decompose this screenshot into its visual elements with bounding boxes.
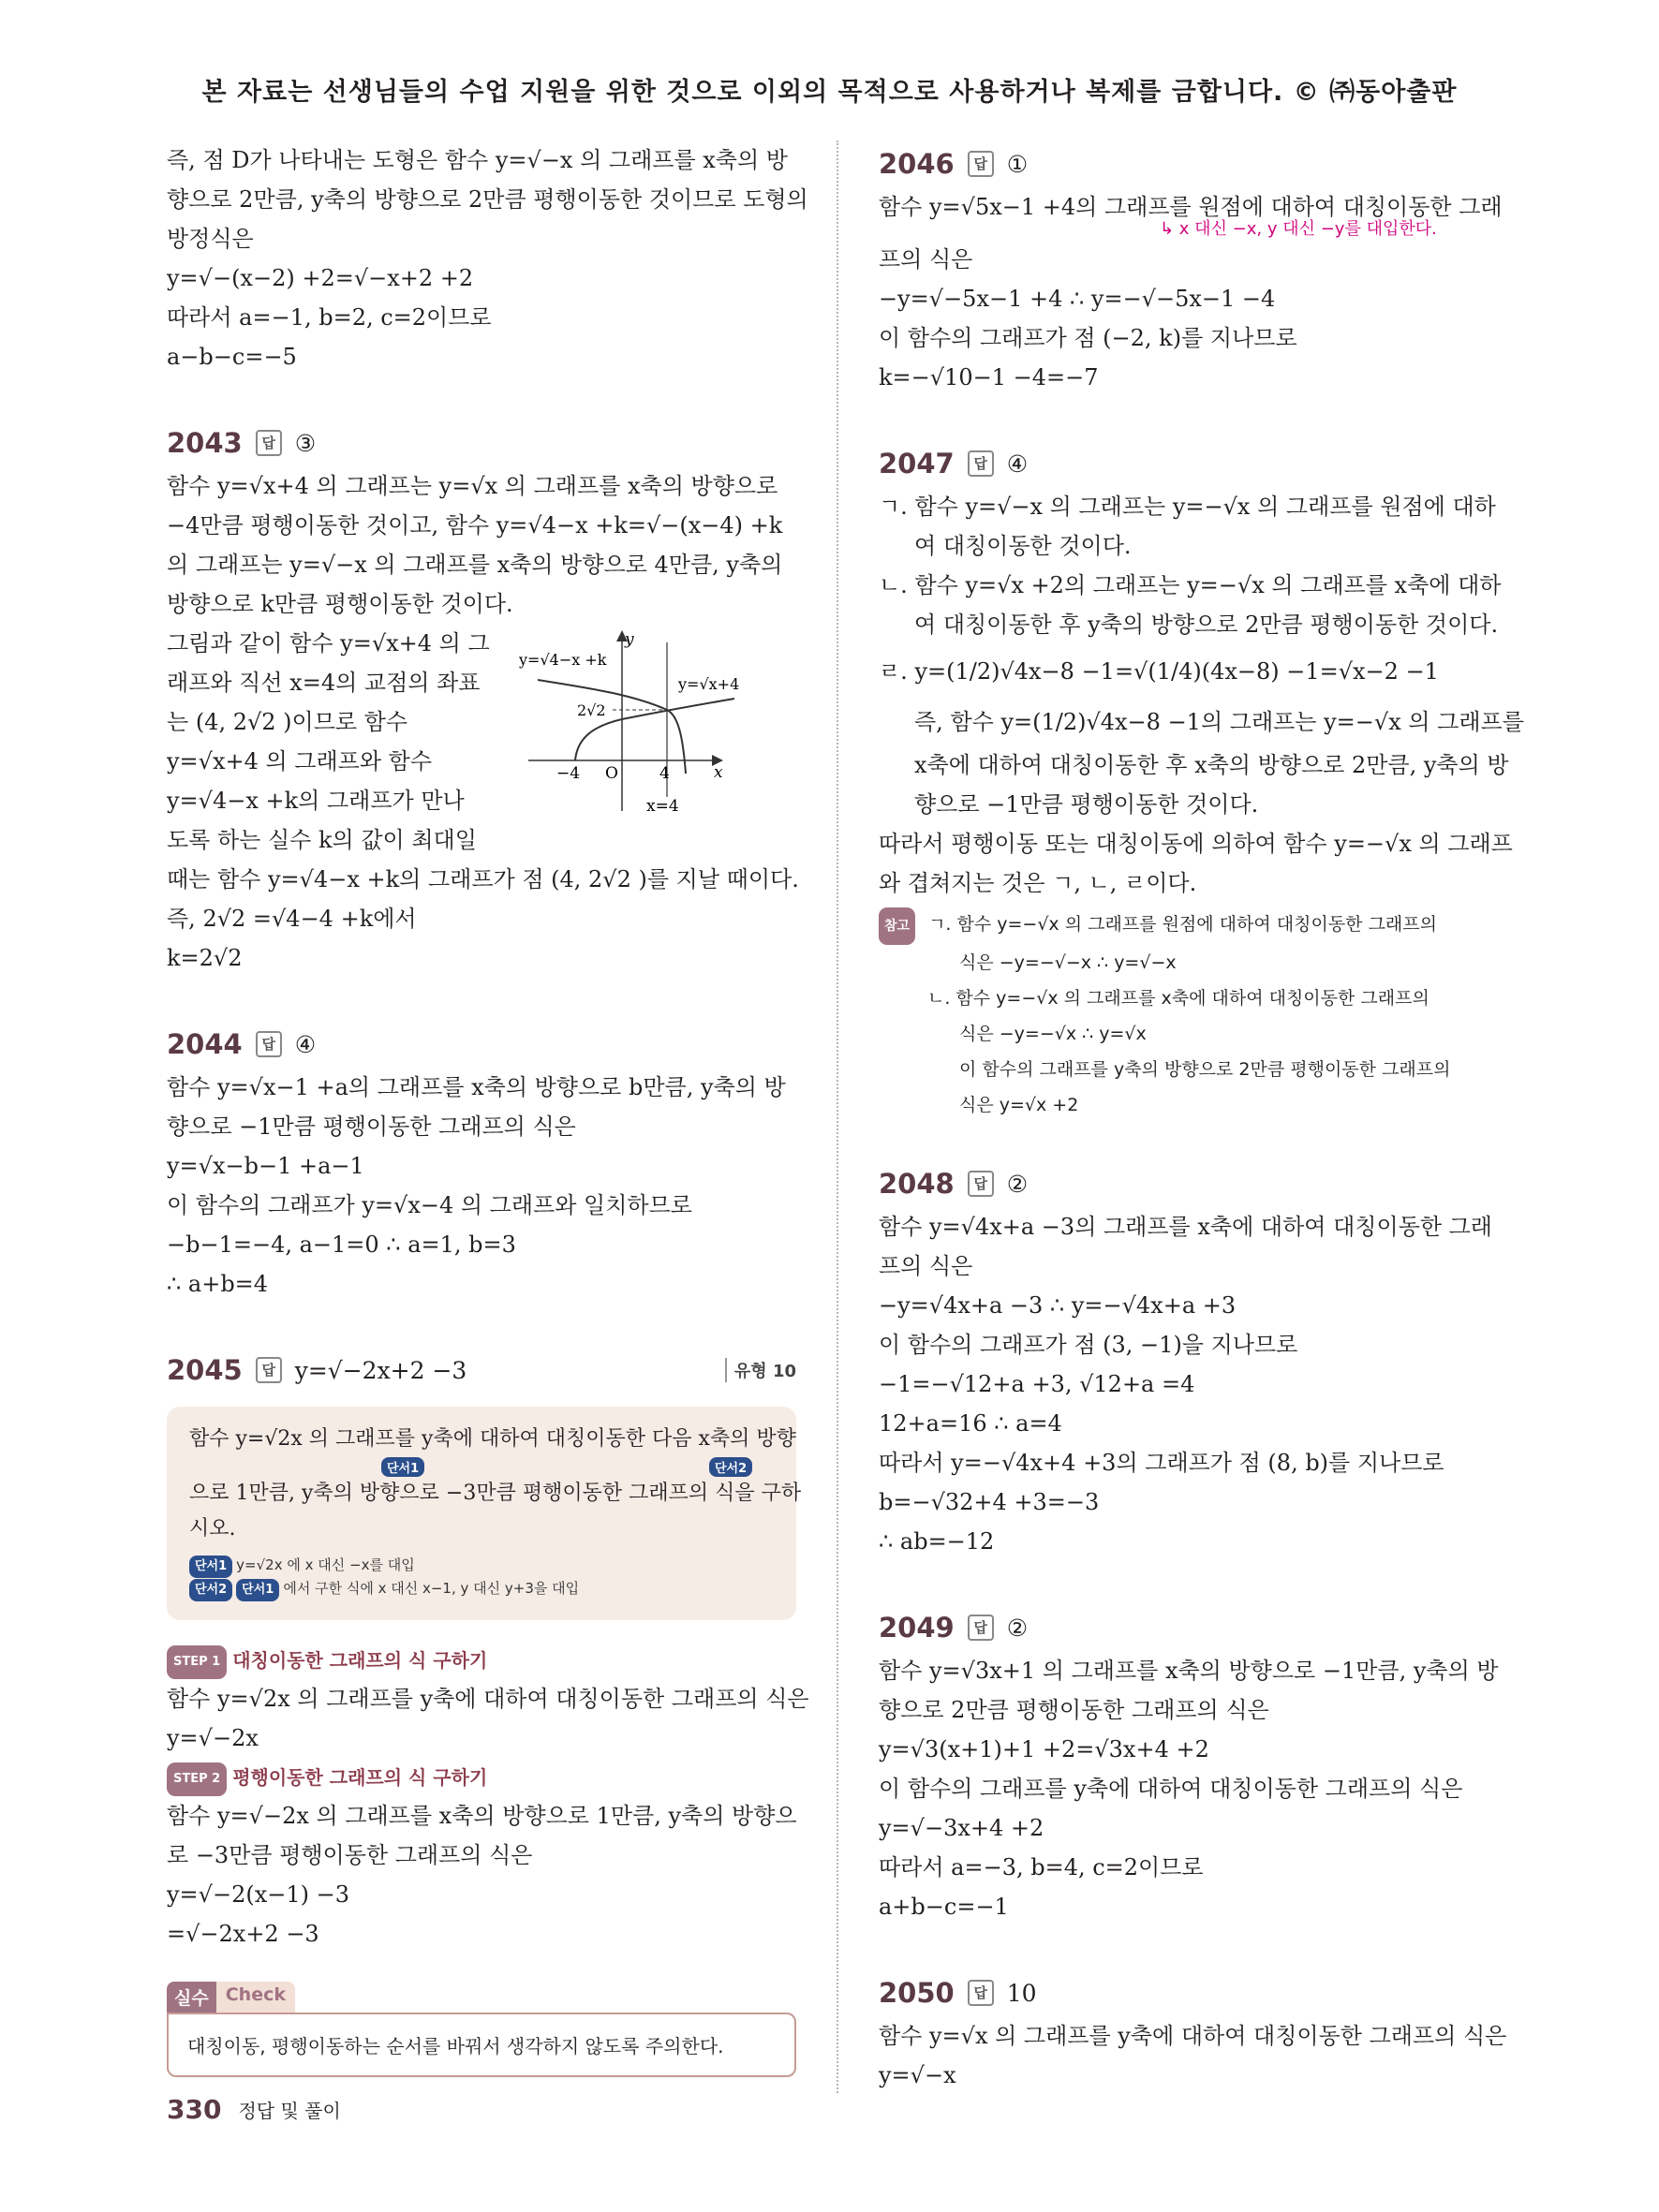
text-line: 시오. bbox=[189, 1517, 236, 1541]
text-line: 함수 y=√x 의 그래프를 y축에 대하여 대칭이동한 그래프의 식은 bbox=[879, 2023, 1507, 2049]
text-line: y=√x−b−1 +a−1 bbox=[167, 1153, 364, 1179]
y-axis-label: y bbox=[625, 630, 634, 649]
text-line: 함수 y=√4x+a −3의 그래프를 x축에 대하여 대칭이동한 그래 bbox=[879, 1214, 1492, 1240]
text-line: ㄹ. y=(1/2)√4x−8 −1=√(1/4)(4x−8) −1=√x−2 −1 bbox=[879, 658, 1439, 685]
copyright-notice: 본 자료는 선생님들의 수업 지원을 위한 것으로 이외의 목적으로 사용하거나 복제를 금합니다. © ㈜동아출판 bbox=[201, 78, 1458, 107]
step1-heading bbox=[167, 1644, 796, 1679]
text-line: 향으로 2만큼 평행이동한 그래프의 식은 bbox=[879, 1697, 1269, 1723]
answer-icon: 답 bbox=[256, 1031, 282, 1057]
text-line: 이 함수의 그래프가 점 (−2, k)를 지나므로 bbox=[879, 325, 1297, 351]
vline-label: x=4 bbox=[646, 797, 679, 816]
problem-header-2044 bbox=[167, 1021, 796, 1068]
text-line: 즉, 함수 y=(1/2)√4x−8 −1의 그래프는 y=−√x 의 그래프를 bbox=[914, 709, 1524, 735]
step2-pill: STEP 2 bbox=[167, 1762, 227, 1796]
clue1-text: y=√2x 에 x 대신 −x를 대입 bbox=[236, 1556, 415, 1573]
footer-label: 정답 및 풀이 bbox=[238, 2100, 341, 2122]
reference-note bbox=[879, 907, 1512, 1123]
text-line: 함수 y=√2x 의 그래프를 y축에 대하여 대칭이동한 다음 x축의 방향 bbox=[189, 1427, 796, 1451]
column-divider bbox=[837, 140, 838, 2093]
note-line: 식은 −y=−√−x ∴ y=√−x bbox=[959, 952, 1177, 973]
answer-icon: 답 bbox=[256, 430, 282, 456]
step1-title: 대칭이동한 그래프의 식 구하기 bbox=[232, 1649, 488, 1672]
graph-section bbox=[167, 624, 796, 860]
problem-number: 2050 bbox=[879, 1977, 955, 2009]
check-tab bbox=[167, 1982, 295, 2013]
page-number: 330 bbox=[167, 2094, 222, 2125]
answer-value: ② bbox=[1006, 1614, 1029, 1642]
answer-icon: 답 bbox=[968, 1171, 994, 1197]
page-footer bbox=[167, 2094, 341, 2125]
problem-number: 2045 bbox=[167, 1354, 243, 1386]
text-line: 함수 y=√3x+1 의 그래프를 x축의 방향으로 −1만큼, y축의 방 bbox=[879, 1658, 1499, 1684]
text-line: 향으로 −1만큼 평행이동한 그래프의 식은 bbox=[167, 1113, 576, 1140]
problem-header-2047 bbox=[879, 440, 1512, 487]
answer-value: y=√−2x+2 −3 bbox=[294, 1356, 467, 1384]
problem-box bbox=[167, 1407, 802, 1620]
text-line: y=√−3x+4 +2 bbox=[879, 1815, 1044, 1841]
clue2-text: 에서 구한 식에 x 대신 x−1, y 대신 y+3을 대입 bbox=[283, 1580, 580, 1597]
text-line: k=−√10−1 −4=−7 bbox=[879, 364, 1099, 391]
type-tag: 유형 10 bbox=[725, 1358, 796, 1382]
curve-sqrt-4-minus-x-plus-k bbox=[538, 680, 686, 774]
note-line: ㄴ. 함수 y=−√x 의 그래프를 x축에 대하여 대칭이동한 그래프의 bbox=[927, 988, 1429, 1009]
check-tab-title: Check bbox=[216, 1982, 295, 2013]
level-label: 2√2 bbox=[577, 701, 606, 719]
clue-markers bbox=[189, 1457, 774, 1476]
text-line: ㄱ. 함수 y=√−x 의 그래프는 y=−√x 의 그래프를 원점에 대하 bbox=[879, 494, 1496, 520]
text-line: 즉, 점 D가 나타내는 도형은 함수 y=√−x 의 그래프를 x축의 방 bbox=[167, 147, 788, 173]
note-line: 식은 −y=−√x ∴ y=√x bbox=[959, 1024, 1147, 1044]
curve-left-label: y=√4−x +k bbox=[519, 651, 607, 669]
answer-icon: 답 bbox=[968, 1980, 994, 2006]
right-column bbox=[879, 140, 1524, 2095]
text-line: 따라서 평행이동 또는 대칭이동에 의하여 함수 y=−√x 의 그래프 bbox=[879, 831, 1513, 857]
text-line: 함수 y=√2x 의 그래프를 y축에 대하여 대칭이동한 그래프의 식은 bbox=[167, 1686, 809, 1712]
problem-header-2043 bbox=[167, 420, 796, 466]
step2-heading bbox=[167, 1762, 796, 1796]
text-line: y=√−x bbox=[879, 2062, 956, 2088]
text-line: 따라서 a=−3, b=4, c=2이므로 bbox=[879, 1854, 1204, 1880]
text-line: 향으로 2만큼, y축의 방향으로 2만큼 평행이동한 것이므로 도형의 bbox=[167, 186, 808, 213]
tick-neg4: −4 bbox=[556, 764, 581, 783]
text-line: 으로 1만큼, y축의 방향으로 −3만큼 평행이동한 그래프의 식을 구하 bbox=[189, 1482, 802, 1505]
clue2-chip: 단서2 bbox=[189, 1579, 232, 1601]
step2-title: 평행이동한 그래프의 식 구하기 bbox=[232, 1766, 488, 1789]
text-line: 함수 y=√x−1 +a의 그래프를 x축의 방향으로 b만큼, y축의 방 bbox=[167, 1074, 786, 1100]
text-line: 이 함수의 그래프가 점 (3, −1)을 지나므로 bbox=[879, 1332, 1298, 1358]
text-line: =√−2x+2 −3 bbox=[167, 1921, 319, 1947]
text-line: y=√4−x +k의 그래프가 만나 bbox=[167, 788, 465, 814]
left-column bbox=[167, 140, 809, 2077]
text-line: ∴ a+b=4 bbox=[167, 1271, 269, 1297]
answer-icon: 답 bbox=[968, 1615, 994, 1641]
text-line: x축에 대하여 대칭이동한 후 x축의 방향으로 2만큼, y축의 방 bbox=[914, 752, 1509, 778]
substitution-note: ↳ x 대신 −x, y 대신 −y를 대입한다. bbox=[1160, 219, 1437, 239]
text-line: 방향으로 k만큼 평행이동한 것이다. bbox=[167, 591, 513, 617]
text-line: y=√3(x+1)+1 +2=√3x+4 +2 bbox=[879, 1736, 1209, 1762]
clue1-marker: 단서1 bbox=[381, 1457, 424, 1477]
answer-value: ④ bbox=[294, 1030, 317, 1058]
text-line: 이 함수의 그래프를 y축에 대하여 대칭이동한 그래프의 식은 bbox=[879, 1776, 1463, 1802]
text-line: 의 그래프는 y=√−x 의 그래프를 x축의 방향으로 4만큼, y축의 bbox=[167, 552, 783, 578]
clue2-marker: 단서2 bbox=[709, 1457, 752, 1477]
check-box bbox=[167, 2013, 796, 2077]
problem-number: 2044 bbox=[167, 1028, 243, 1060]
tick-4: 4 bbox=[659, 764, 670, 783]
problem-header-2049 bbox=[879, 1604, 1512, 1651]
answer-value: ④ bbox=[1006, 450, 1029, 478]
text-line: 여 대칭이동한 것이다. bbox=[914, 533, 1132, 559]
sqrt-function-graph bbox=[519, 624, 800, 820]
text-line: −y=√4x+a −3 ∴ y=−√4x+a +3 bbox=[879, 1292, 1237, 1319]
clue2-hint bbox=[189, 1578, 774, 1601]
clue1-ref-chip: 단서1 bbox=[236, 1579, 279, 1601]
text-line: 방정식은 bbox=[167, 226, 254, 252]
text-line: 여 대칭이동한 후 y축의 방향으로 2만큼 평행이동한 것이다. bbox=[914, 612, 1499, 638]
text-line: k=2√2 bbox=[167, 945, 243, 971]
problem-header-2046 bbox=[879, 140, 1512, 187]
text-line: 로 −3만큼 평행이동한 그래프의 식은 bbox=[167, 1842, 533, 1868]
text-line: y=√−2x bbox=[167, 1725, 259, 1751]
text-line: −b−1=−4, a−1=0 ∴ a=1, b=3 bbox=[167, 1231, 516, 1258]
step1-pill: STEP 1 bbox=[167, 1645, 227, 1679]
note-line: 식은 y=√x +2 bbox=[959, 1095, 1079, 1115]
curve-right-label: y=√x+4 bbox=[678, 675, 740, 693]
text-line: 12+a=16 ∴ a=4 bbox=[879, 1410, 1062, 1437]
problem-header-2045 bbox=[167, 1347, 796, 1394]
text-line: 함수 y=√5x−1 +4의 그래프를 원점에 대하여 대칭이동한 그래 bbox=[879, 194, 1503, 220]
intro-solution bbox=[167, 140, 808, 376]
origin-label: O bbox=[605, 764, 618, 783]
text-line: ∴ ab=−12 bbox=[879, 1528, 995, 1555]
x-axis-label: x bbox=[714, 763, 723, 782]
problem-number: 2046 bbox=[879, 148, 955, 180]
answer-value: ① bbox=[1006, 150, 1029, 178]
text-line: 와 겹쳐지는 것은 ㄱ, ㄴ, ㄹ이다. bbox=[879, 870, 1197, 896]
text-line: 도록 하는 실수 k의 값이 최대일 bbox=[167, 827, 477, 853]
text-line: −y=√−5x−1 +4 ∴ y=−√−5x−1 −4 bbox=[879, 286, 1276, 312]
text-line: b=−√32+4 +3=−3 bbox=[879, 1489, 1100, 1515]
answer-value: ② bbox=[1006, 1170, 1029, 1198]
text-line: 그림과 같이 함수 y=√x+4 의 그 bbox=[167, 630, 490, 656]
text-line: 함수 y=√−2x 의 그래프를 x축의 방향으로 1만큼, y축의 방향으 bbox=[167, 1803, 797, 1829]
text-line: a−b−c=−5 bbox=[167, 344, 297, 370]
text-line: 즉, 2√2 =√4−4 +k에서 bbox=[167, 906, 417, 932]
note-badge: 참고 bbox=[879, 907, 915, 945]
text-line: 때는 함수 y=√4−x +k의 그래프가 점 (4, 2√2 )를 지날 때이다. bbox=[167, 866, 799, 892]
problem-number: 2047 bbox=[879, 448, 955, 479]
problem-header-2050 bbox=[879, 1969, 1512, 2016]
text-line: 는 (4, 2√2 )이므로 함수 bbox=[167, 709, 408, 735]
answer-icon: 답 bbox=[968, 151, 994, 177]
text-line: 향으로 −1만큼 평행이동한 것이다. bbox=[914, 791, 1259, 818]
text-line: y=√−(x−2) +2=√−x+2 +2 bbox=[167, 265, 474, 291]
clue1-chip: 단서1 bbox=[189, 1556, 232, 1578]
text-line: ㄴ. 함수 y=√x +2의 그래프는 y=−√x 의 그래프를 x축에 대하 bbox=[879, 572, 1502, 598]
check-tab-label: 실수 bbox=[167, 1982, 216, 2013]
answer-icon: 답 bbox=[256, 1357, 282, 1383]
text-line: −1=−√12+a +3, √12+a =4 bbox=[879, 1371, 1195, 1397]
answer-icon: 답 bbox=[968, 450, 994, 477]
check-text: 대칭이동, 평행이동하는 순서를 바꿔서 생각하지 않도록 주의한다. bbox=[187, 2035, 724, 2057]
problem-number: 2048 bbox=[879, 1168, 955, 1200]
text-line: 프의 식은 bbox=[879, 246, 973, 273]
note-line: 이 함수의 그래프를 y축의 방향으로 2만큼 평행이동한 그래프의 bbox=[959, 1059, 1451, 1080]
answer-value: ③ bbox=[294, 429, 317, 457]
problem-number: 2049 bbox=[879, 1612, 955, 1644]
text-line: 따라서 y=−√4x+4 +3의 그래프가 점 (8, b)를 지나므로 bbox=[879, 1450, 1444, 1476]
text-line: −4만큼 평행이동한 것이고, 함수 y=√4−x +k=√−(x−4) +k bbox=[167, 512, 783, 538]
text-line: y=√−2(x−1) −3 bbox=[167, 1881, 349, 1908]
answer-value: 10 bbox=[1006, 1979, 1037, 2007]
text-line: 이 함수의 그래프가 y=√x−4 의 그래프와 일치하므로 bbox=[167, 1192, 692, 1218]
text-line: 함수 y=√x+4 의 그래프는 y=√x 의 그래프를 x축의 방향으로 bbox=[167, 473, 778, 499]
text-line: 따라서 a=−1, b=2, c=2이므로 bbox=[167, 304, 492, 331]
text-line: y=√x+4 의 그래프와 함수 bbox=[167, 748, 433, 774]
text-line: 프의 식은 bbox=[879, 1253, 973, 1279]
problem-header-2048 bbox=[879, 1160, 1512, 1207]
clue1-hint bbox=[189, 1555, 774, 1578]
text-line: 래프와 직선 x=4의 교점의 좌표 bbox=[167, 670, 481, 696]
text-line: a+b−c=−1 bbox=[879, 1894, 1009, 1920]
problem-number: 2043 bbox=[167, 427, 243, 459]
note-line: ㄱ. 함수 y=−√x 의 그래프를 원점에 대하여 대칭이동한 그래프의 bbox=[928, 914, 1437, 935]
